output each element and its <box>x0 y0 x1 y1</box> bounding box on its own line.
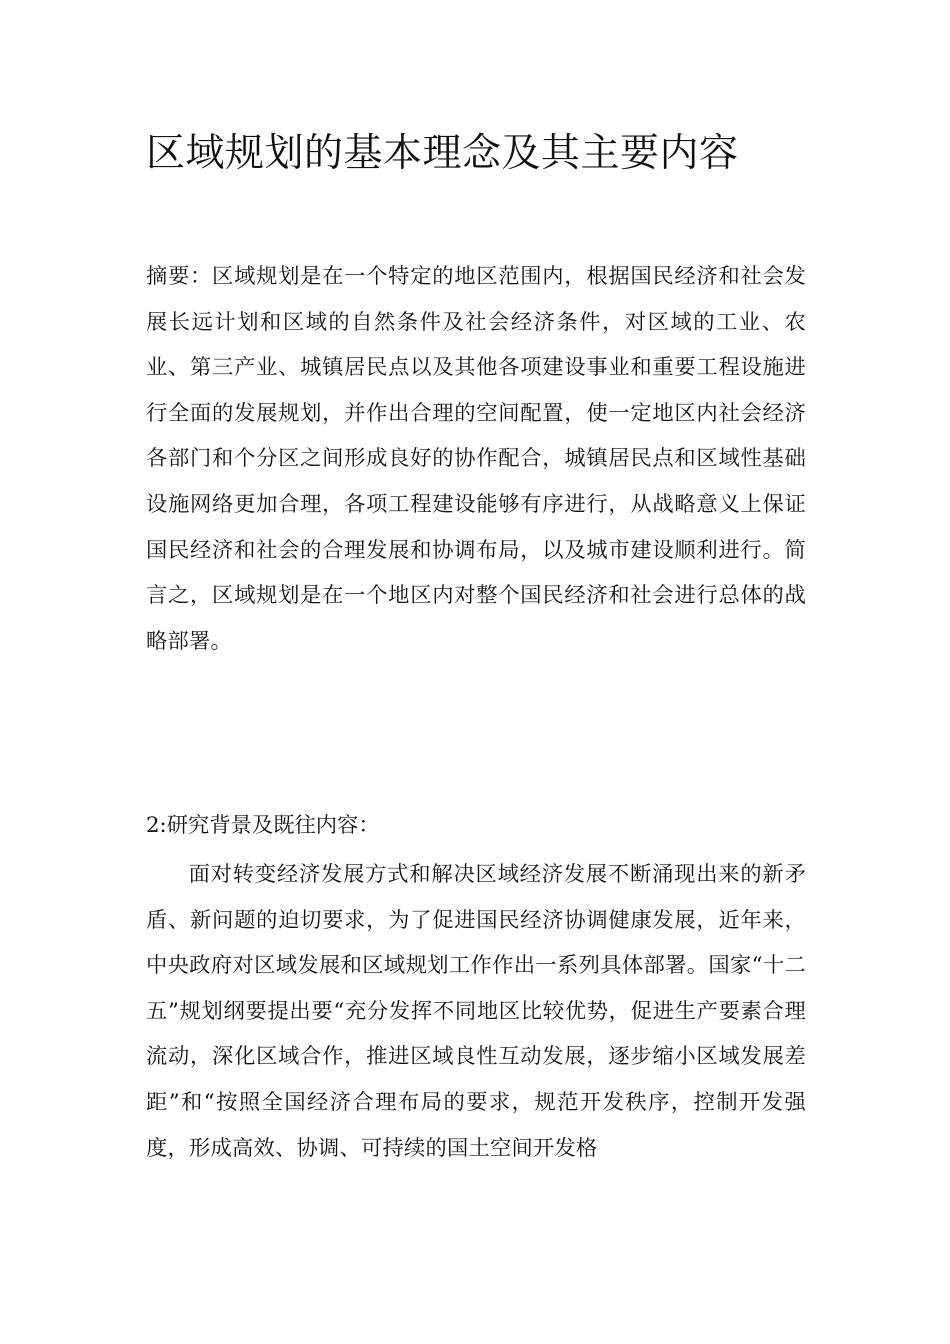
section-heading: 2:研究背景及既往内容： <box>146 813 380 838</box>
section-body-paragraph: 面对转变经济发展方式和解决区域经济发展不断涌现出来的新矛盾、新问题的迫切要求，为了促进国民经济协调健康发展，近年来，中央政府对区域发展和区域规划工作作出一系列具体部署。国家“十二五”规划纲要提出要“充分发挥不同地区比较优势，促进生产要素合理流动，深化区域合作，推进区域良性互动发展，逐步缩小区域发展差距”和“按照全国经济合理布局的要求，规范开发秩序，控制开发强度，形成高效、协调、可持续的国土空间开发格 <box>146 862 806 1161</box>
abstract-paragraph: 摘要：区域规划是在一个特定的地区范围内，根据国民经济和社会发展长远计划和区域的自然条件及社会经济条件，对区域的工业、农业、第三产业、城镇居民点以及其他各项建设事业和重要工程设施进行全面的发展规划，并作出合理的空间配置，使一定地区内社会经济各部门和个分区之间形成良好的协作配合，城镇居民点和区域性基础设施网络更加合理，各项工程建设能够有序进行，从战略意义上保证国民经济和社会的合理发展和协调布局，以及城市建设顺利进行。简言之，区域规划是在一个地区内对整个国民经济和社会进行总体的战略部署。 <box>146 264 806 654</box>
document-title: 区域规划的基本理念及其主要内容 <box>146 131 739 176</box>
